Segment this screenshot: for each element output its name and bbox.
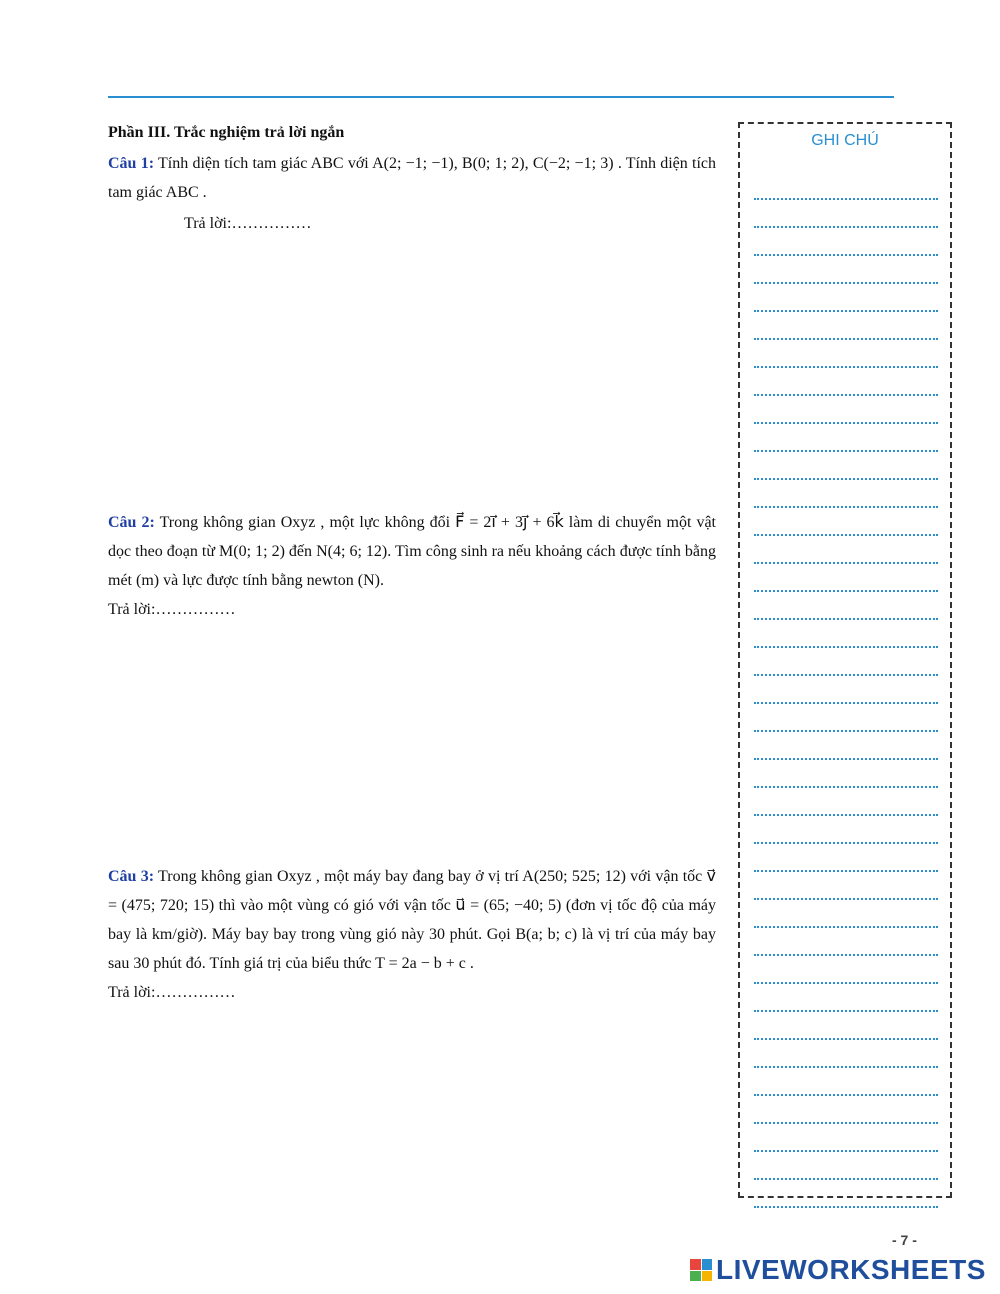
note-line[interactable] — [754, 172, 938, 200]
note-line[interactable] — [754, 844, 938, 872]
notes-box — [738, 122, 952, 1198]
note-line[interactable] — [754, 424, 938, 452]
question-text: Trong không gian Oxyz , một lực không đổi F⃗ = 2i⃗ + 3j⃗ + 6k⃗ làm di chuyển một vật dọc theo đoạn từ M(0; 1; 2) đến N(4; 6; 12). Tìm công sinh ra nếu khoảng cách được tính bằng mét (m) và lực được tính bằng newton (N). — [108, 514, 716, 589]
note-line[interactable] — [754, 536, 938, 564]
note-line[interactable] — [754, 620, 938, 648]
note-line[interactable] — [754, 676, 938, 704]
note-line[interactable] — [754, 1040, 938, 1068]
page-number: - 7 - — [892, 1232, 917, 1248]
note-line[interactable] — [754, 760, 938, 788]
note-line[interactable] — [754, 340, 938, 368]
note-line[interactable] — [754, 928, 938, 956]
answer-field[interactable]: Trả lời:…………… — [184, 215, 312, 232]
section-title: Phần III. Trắc nghiệm trả lời ngắn — [108, 124, 345, 141]
question-text: Tính diện tích tam giác ABC với A(2; −1; −1), B(0; 1; 2), C(−2; −1; 3) . Tính diện tích tam giác ABC . — [108, 155, 717, 201]
answer-field[interactable]: Trả lời:…………… — [108, 601, 236, 618]
note-line[interactable] — [754, 200, 938, 228]
note-line[interactable] — [754, 956, 938, 984]
note-line[interactable] — [754, 704, 938, 732]
note-line[interactable] — [754, 900, 938, 928]
note-line[interactable] — [754, 564, 938, 592]
note-line[interactable] — [754, 284, 938, 312]
note-line[interactable] — [754, 312, 938, 340]
note-line[interactable] — [754, 1012, 938, 1040]
question-label: Câu 2: — [108, 514, 155, 531]
question-label: Câu 1: — [108, 155, 155, 172]
note-line[interactable] — [754, 1180, 938, 1208]
question-text: Trong không gian Oxyz , một máy bay đang bay ở vị trí A(250; 525; 12) với vận tốc v⃗ = (475; 720; 15) thì vào một vùng có gió với vận tốc u⃗ = (65; −40; 5) (đơn vị tốc độ của máy bay là km/giờ). Máy bay bay trong vùng gió này 30 phút. Gọi B(a; b; c) là vị trí của máy bay sau 30 phút đó. Tính giá trị của biểu thức T = 2a − b + c . — [108, 868, 717, 972]
question-label: Câu 3: — [108, 868, 155, 885]
note-line[interactable] — [754, 1096, 938, 1124]
brand-name: LIVEWORKSHEETS — [716, 1254, 986, 1285]
note-line[interactable] — [754, 732, 938, 760]
note-line[interactable] — [754, 984, 938, 1012]
question-1 — [108, 149, 716, 238]
note-line[interactable] — [754, 1068, 938, 1096]
note-line[interactable] — [754, 816, 938, 844]
note-line[interactable] — [754, 508, 938, 536]
logo-icon — [690, 1259, 712, 1281]
answer-field[interactable]: Trả lời:…………… — [108, 984, 236, 1001]
note-line[interactable] — [754, 1152, 938, 1180]
note-line[interactable] — [754, 648, 938, 676]
worksheet-content — [108, 118, 716, 1007]
note-line[interactable] — [754, 228, 938, 256]
notes-lines[interactable] — [754, 172, 938, 1208]
note-line[interactable] — [754, 396, 938, 424]
notes-title: GHI CHÚ — [811, 132, 879, 149]
note-line[interactable] — [754, 1124, 938, 1152]
header-rule — [108, 96, 894, 98]
note-line[interactable] — [754, 480, 938, 508]
note-line[interactable] — [754, 788, 938, 816]
question-2 — [108, 508, 716, 624]
note-line[interactable] — [754, 592, 938, 620]
note-line[interactable] — [754, 368, 938, 396]
question-3 — [108, 862, 716, 1007]
brand-logo — [690, 1253, 986, 1287]
note-line[interactable] — [754, 872, 938, 900]
note-line[interactable] — [754, 256, 938, 284]
note-line[interactable] — [754, 452, 938, 480]
